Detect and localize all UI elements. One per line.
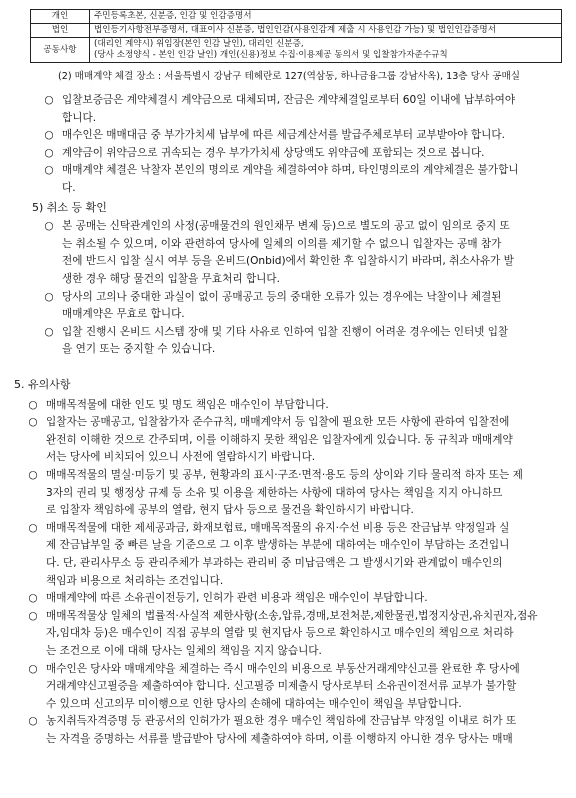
contract-condition-text — [62, 127, 556, 145]
contract-condition-item — [42, 162, 556, 197]
bullet-marker-icon: ○ — [44, 129, 54, 142]
caution-item — [26, 661, 560, 714]
text-line: 매매목적물의 멸실·미등기 및 공부, 현황과의 표시·구조·면적·용도 등의 상이와 기타 물리적 하자 또는 제 — [46, 469, 523, 481]
cancellation-heading: 5) 취소 등 확인 — [32, 200, 107, 214]
text-line: 매매목적물에 대한 인도 및 명도 책임은 매수인이 부담합니다. — [46, 398, 329, 411]
bullet-marker-icon: ○ — [44, 325, 54, 338]
contract-condition-item — [42, 127, 556, 145]
bullet-marker-icon: ○ — [28, 398, 38, 411]
required-documents-table — [30, 9, 562, 63]
cancellation-condition-item — [42, 218, 556, 288]
text-line: 매수인은 당사와 매매계약을 체결하는 즉시 매수인의 비용으로 부동산거래계약신고를 완료한 후 당사에 — [46, 662, 520, 675]
text-line: 매매계약에 따른 소유권이전등기, 인허가 관련 비용과 책임은 매수인이 부담합니다. — [46, 592, 428, 605]
text-line: 본 공매는 신탁관계인의 사정(공매물건의 원인채무 변제 등)으로 별도의 공고 없이 임의로 중지 또 — [62, 220, 510, 233]
cancellation-condition-text — [62, 324, 556, 359]
text-line: 다. — [62, 181, 76, 194]
cancellation-condition-text — [62, 218, 556, 288]
text-line: 는 자격을 증명하는 서류를 발급받아 당사에 제출하여야 하며, 이를 이행하지 아니한 경우 당사는 매매 — [46, 732, 513, 745]
caution-text — [46, 713, 560, 748]
text-line: 당사의 고의나 중대한 과실이 없이 공매공고 등의 중대한 오류가 있는 경우에는 낙찰이나 체결된 — [62, 290, 502, 303]
text-line: 로 입찰자 책임하에 공부의 열람, 현지 답사 등으로 물건을 확인하시기 바랍니다. — [46, 504, 414, 517]
text-line: 계약금이 위약금으로 귀속되는 경우 부가가치세 상당액도 위약금에 포함되는 것으로 봅니다. — [62, 146, 485, 159]
table-key-cell: 법인 — [31, 24, 90, 38]
text-line: 는 조건으로 이에 대해 당사는 일체의 책임을 지지 않습니다. — [46, 644, 322, 657]
text-line: 합니다. — [62, 111, 97, 124]
text-line: 다. 단, 관리사무소 등 관리주체가 부과하는 관리비 중 미납금액은 그 발생시기와 관계없이 매수인의 — [46, 556, 503, 569]
caution-text — [46, 414, 560, 467]
text-line: 농지취득자격증명 등 관공서의 인허가가 필요한 경우 매수인 책임하에 잔금납부 약정일 이내로 허가 또 — [46, 715, 517, 728]
table-value-cell: 주민등록초본, 신분증, 인감 및 인감증명서 — [90, 10, 562, 24]
caution-text — [46, 467, 560, 520]
contract-condition-item — [42, 145, 556, 163]
text-line: 매매목적물상 일체의 법률적·사실적 제한사항(소송,압류,경매,보전처분,제한물권,법정지상권,유치권자,점유 — [46, 609, 538, 622]
text-line: 을 연기 또는 중지할 수 있습니다. — [62, 343, 216, 356]
text-line: 는 취소될 수 있으며, 이와 관련하여 당사에 일체의 이의를 제기할 수 없으니 입찰자는 공매 참가 — [62, 237, 502, 250]
table-value-line: (대리인 계약시) 위임장(본인 인감 날인), 대리인 신분증, — [94, 39, 304, 49]
table-value-line: (당사 소정양식 - 본인 인감 날인) 개인(신용)정보 수집·이용제공 동의서 및 입찰참가자준수규칙 — [94, 50, 448, 60]
bullet-marker-icon: ○ — [44, 146, 54, 159]
table-value-cell — [90, 38, 562, 63]
caution-item — [26, 467, 560, 520]
caution-item — [26, 713, 560, 748]
table-value-cell: 법인등기사항전부증명서, 대표이사 신분증, 법인인감(사용인감계 제출 시 사용인감 가능) 및 법인인감증명서 — [90, 24, 562, 38]
bullet-marker-icon: ○ — [28, 592, 38, 605]
caution-item — [26, 520, 560, 590]
text-line: 서는 당사에 비치되어 있으니 사전에 열람하시기 바랍니다. — [46, 451, 316, 464]
contract-condition-text — [62, 162, 556, 197]
caution-text — [46, 590, 560, 608]
bullet-marker-icon: ○ — [44, 290, 54, 303]
bullet-marker-icon: ○ — [44, 220, 54, 233]
bullet-marker-icon: ○ — [28, 609, 38, 622]
table-key-cell: 개인 — [31, 10, 90, 24]
cancellation-condition-text — [62, 289, 556, 324]
table-row — [31, 10, 562, 24]
caution-item — [26, 590, 560, 608]
caution-item — [26, 414, 560, 467]
text-line: 매수인은 매매대금 중 부가가치세 납부에 따른 세금계산서를 발급주체로부터 교부받아야 합니다. — [62, 129, 506, 142]
cancellation-condition-item — [42, 289, 556, 324]
text-line: 매매계약 체결은 낙찰자 본인의 명의로 계약을 체결하여야 하며, 타인명의로의 계약체결은 불가합니 — [62, 164, 519, 177]
contract-condition-text — [62, 145, 556, 163]
text-line: 입찰 진행시 온비드 시스템 장애 및 기타 사유로 인하여 입찰 진행이 어려운 경우에는 인터넷 입찰 — [62, 325, 509, 338]
bullet-marker-icon: ○ — [28, 715, 38, 728]
contract-condition-item — [42, 92, 556, 127]
text-line: 매매계약은 무효로 합니다. — [62, 308, 185, 321]
caution-text — [46, 397, 560, 415]
bullet-marker-icon: ○ — [28, 662, 38, 675]
caution-text — [46, 520, 560, 590]
table-row — [31, 24, 562, 38]
text-line: 거래계약신고필증을 제출하여야 합니다. 신고필증 미제출시 당사로부터 소유권이전서류 교부가 불가할 — [46, 680, 517, 693]
text-line: 제 잔금납부일 중 빠른 날을 기준으로 그 이후 발생하는 부분에 대하여는 매수인이 부담하는 조건입니 — [46, 539, 510, 552]
bullet-marker-icon: ○ — [28, 416, 38, 429]
cancellation-condition-item — [42, 324, 556, 359]
contract-condition-text — [62, 92, 556, 127]
text-line: 수 있으며 신고의무 미이행으로 인한 당사의 손해에 대하여는 매수인이 책임을 부담합니다. — [46, 697, 462, 710]
caution-text — [46, 608, 560, 661]
caution-item — [26, 608, 560, 661]
text-line: 책임과 비용으로 처리하는 조건입니다. — [46, 574, 224, 587]
text-line: 생한 경우 해당 물건의 입찰을 무효처리 합니다. — [62, 272, 281, 285]
bullet-marker-icon: ○ — [44, 164, 54, 177]
text-line: 자,임대차 등)은 매수인이 직접 공부의 열람 및 현지답사 등으로 확인하시고 매수인의 책임으로 처리하 — [46, 627, 514, 640]
caution-item — [26, 397, 560, 415]
text-line: 완전히 이해한 것으로 간주되며, 이를 이해하지 못한 책임은 입찰자에게 있습니다. 동 규칙과 매매계약 — [46, 433, 513, 446]
caution-heading: 5. 유의사항 — [14, 378, 71, 391]
table-row — [31, 38, 562, 63]
text-line: 입찰자는 공매공고, 입찰참가자 준수규칙, 매매계약서 등 입찰에 필요한 모든 사항에 관하여 입찰전에 — [46, 416, 510, 429]
text-line: 전에 반드시 입찰 실시 여부 등을 온비드(Onbid)에서 확인한 후 입찰하시기 바라며, 취소사유가 발 — [62, 255, 514, 268]
caution-text — [46, 661, 560, 714]
contract-place-note: (2) 매매계약 체결 장소 : 서울특별시 강남구 테헤란로 127(역삼동, 하나금융그룹 강남사옥), 13층 당사 공매실 — [58, 71, 521, 82]
bullet-marker-icon: ○ — [44, 94, 54, 106]
bullet-marker-icon: ○ — [28, 521, 38, 534]
text-line: 3자의 권리 및 행정상 규제 등 소유 및 이용을 제한하는 사항에 대하여 당사는 책임을 지지 아니하므 — [46, 486, 503, 499]
text-line: 입찰보증금은 계약체결시 계약금으로 대체되며, 잔금은 계약체결일로부터 60일 이내에 납부하여야 — [62, 94, 516, 106]
bullet-marker-icon: ○ — [28, 469, 38, 481]
text-line: 매매목적물에 대한 제세공과금, 화재보험료, 매매목적물의 유지·수선 비용 등은 잔금납부 약정일과 실 — [46, 521, 510, 534]
table-key-cell: 공동사항 — [31, 38, 90, 63]
